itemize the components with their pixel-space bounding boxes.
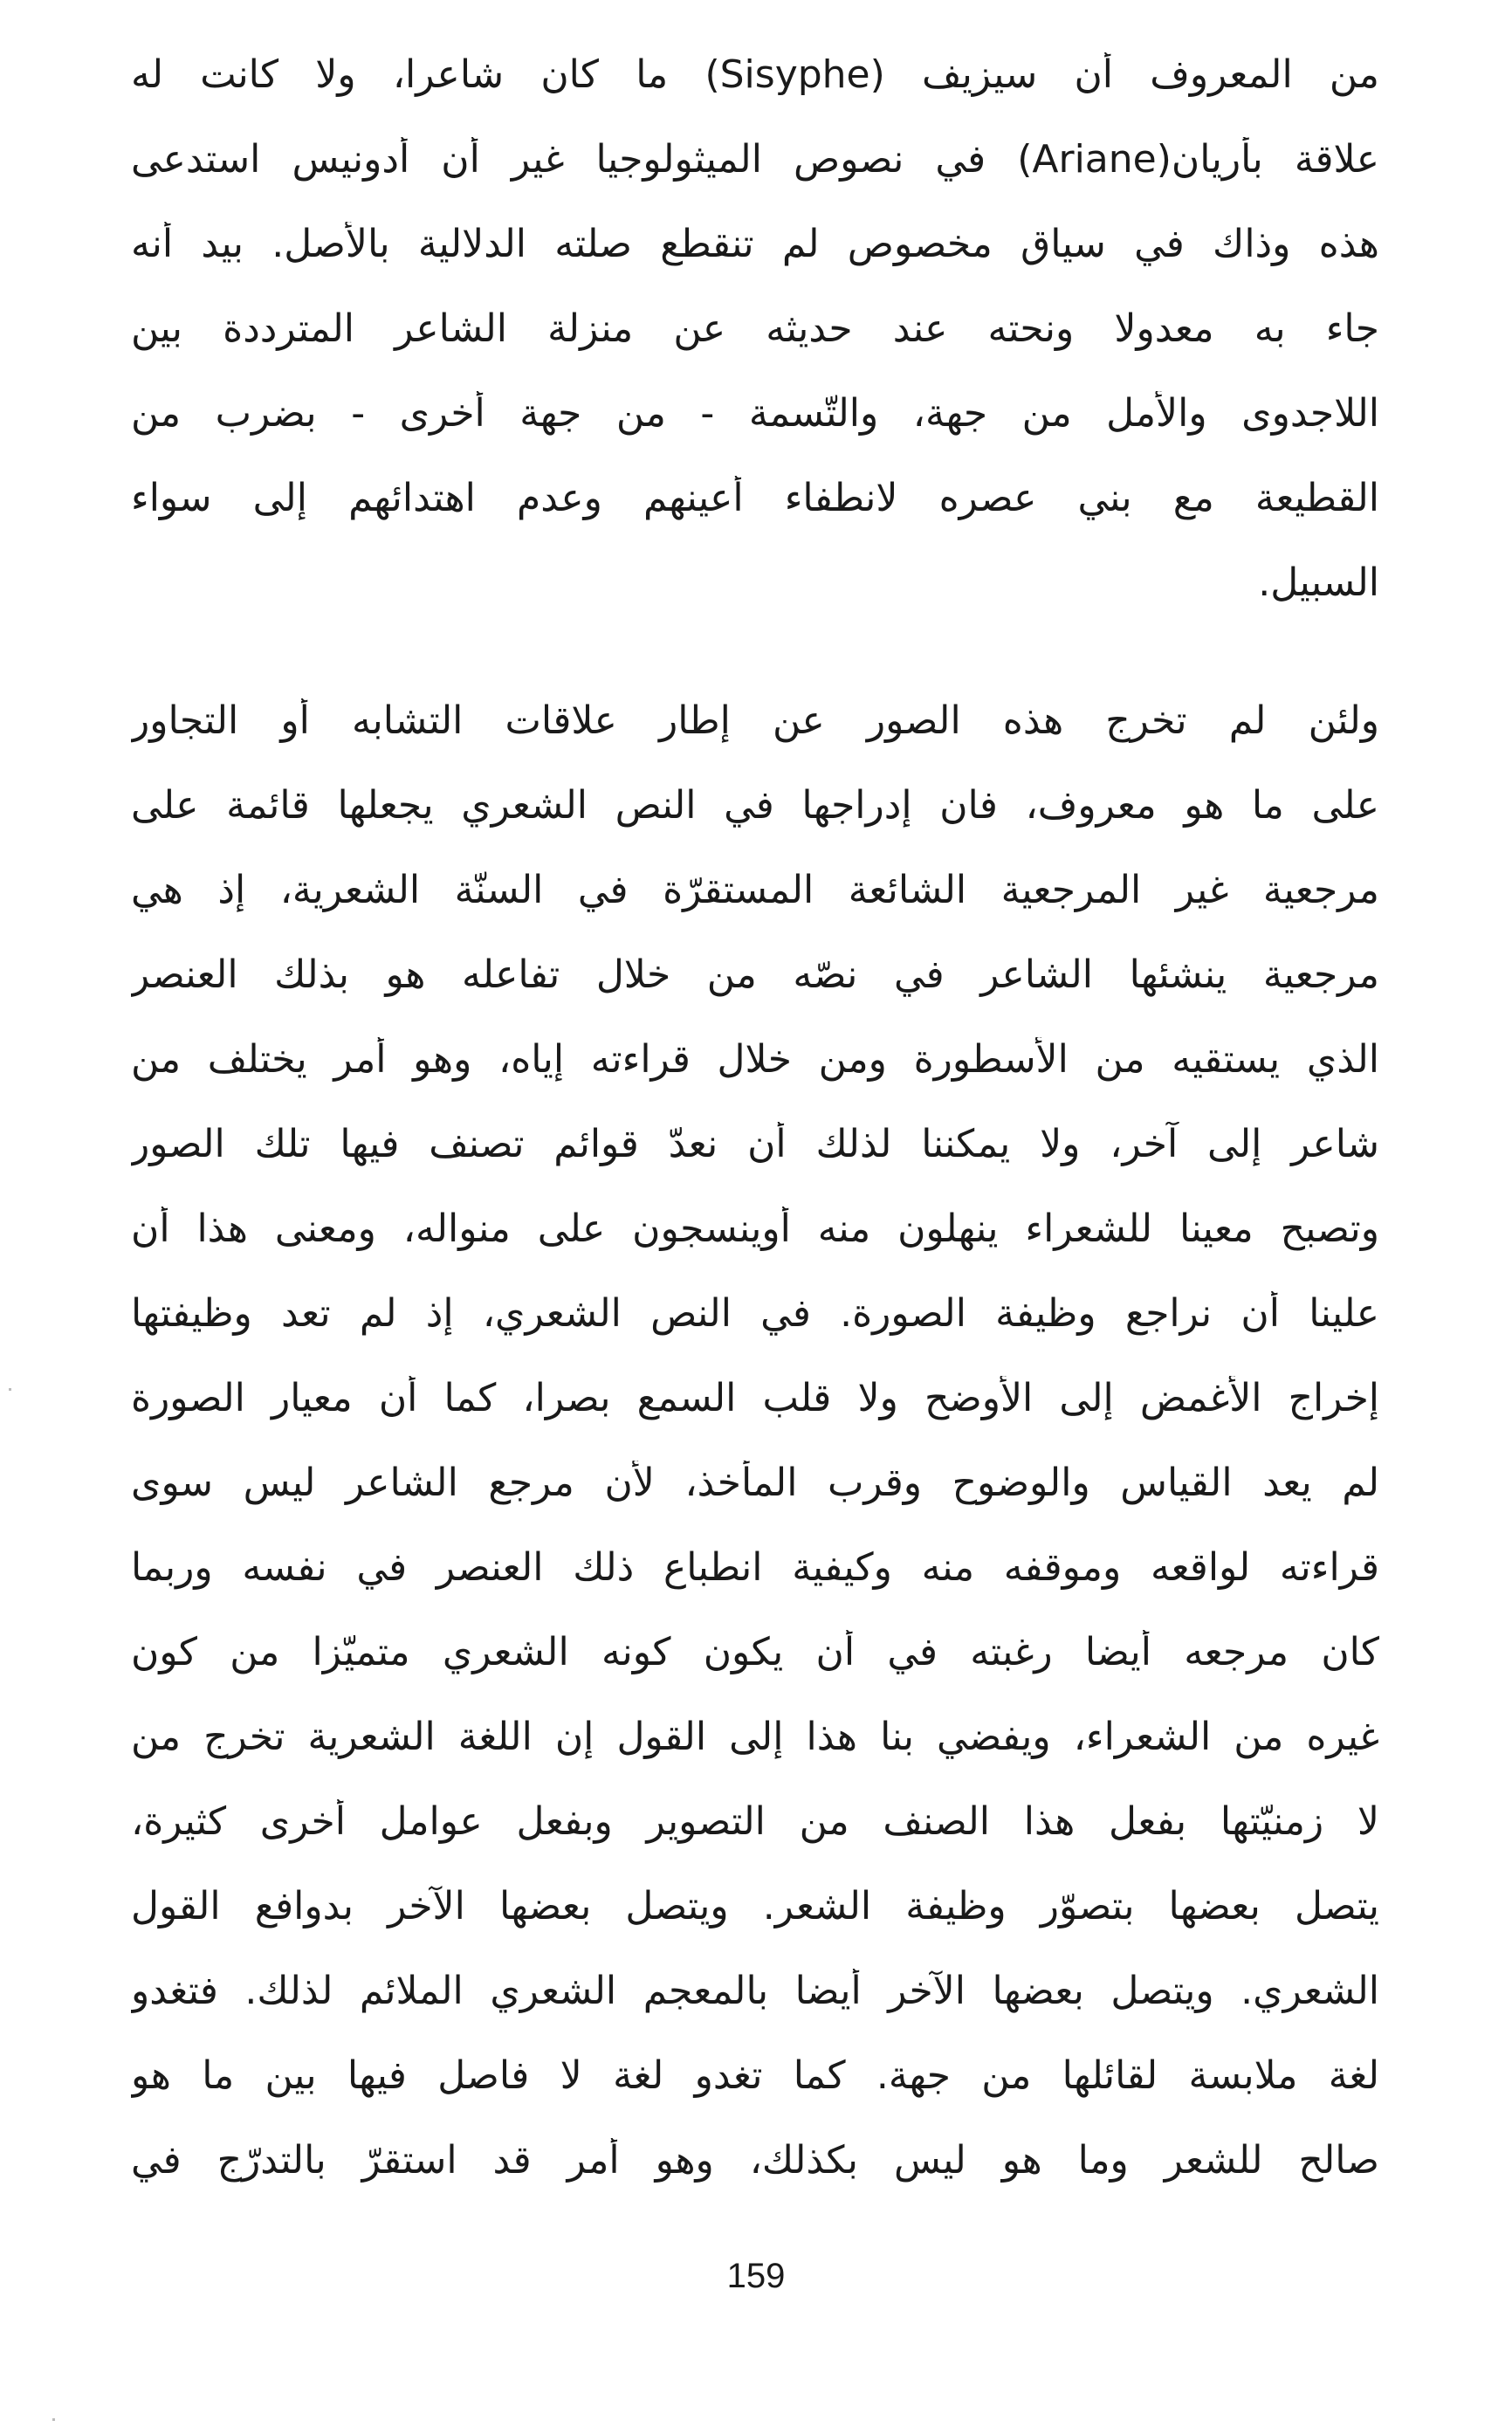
text-line: علاقة بأريان(Ariane) في نصوص الميثولوجيا غير أن أدونيس استدعى	[131, 137, 1379, 182]
text-line: علينا أن نراجع وظيفة الصورة. في النص الشعري، إذ لم تعد وظيفتها	[131, 1291, 1379, 1336]
text-line: غيره من الشعراء، ويفضي بنا هذا إلى القول إن اللغة الشعرية تخرج من	[131, 1715, 1379, 1759]
text-line: الشعري. ويتصل بعضها الآخر أيضا بالمعجم الشعري الملائم لذلك. فتغدو	[131, 1969, 1379, 2013]
text-line: لغة ملابسة لقائلها من جهة. كما تغدو لغة لا فاصل فيها بين ما هو	[131, 2053, 1379, 2098]
text-line: لم يعد القياس والوضوح وقرب المأخذ، لأن مرجع الشاعر ليس سوى	[131, 1461, 1379, 1505]
text-line: الذي يستقيه من الأسطورة ومن خلال قراءته إياه، وهو أمر يختلف من	[131, 1037, 1379, 1082]
paragraph-2	[131, 698, 1379, 2223]
paragraph-1	[131, 52, 1379, 645]
text-line: مرجعية غير المرجعية الشائعة المستقرّة في السنّة الشعرية، إذ هي	[131, 868, 1379, 912]
text-line: ولئن لم تخرج هذه الصور عن إطار علاقات التشابه أو التجاور	[131, 698, 1379, 743]
text-line: يتصل بعضها بتصوّر وظيفة الشعر. ويتصل بعضها الآخر بدوافع القول	[131, 1884, 1379, 1929]
text-line: القطيعة مع بني عصره لانطفاء أعينهم وعدم اهتدائهم إلى سواء	[131, 476, 1379, 520]
text-line: اللاجدوى والأمل من جهة، والتّسمة - من جهة أخرى - بضرب من	[131, 391, 1379, 436]
text-line: صالح للشعر وما هو ليس بكذلك، وهو أمر قد استقرّ بالتدرّج في	[131, 2138, 1379, 2183]
text-line: مرجعية ينشئها الشاعر في نصّه من خلال تفاعله هو بذلك العنصر	[131, 952, 1379, 997]
text-line: شاعر إلى آخر، ولا يمكننا لذلك أن نعدّ قوائم تصنف فيها تلك الصور	[131, 1122, 1379, 1166]
text-line: لا زمنيّتها بفعل هذا الصنف من التصوير وبفعل عوامل أخرى كثيرة،	[131, 1799, 1379, 1844]
text-line: كان مرجعه أيضا رغبته في أن يكون كونه الشعري متميّزا من كون	[131, 1630, 1379, 1674]
text-line: السبيل.	[1258, 560, 1379, 605]
text-line: هذه وذاك في سياق مخصوص لم تنقطع صلته الدلالية بالأصل. بيد أنه	[131, 222, 1379, 266]
text-line: إخراج الأغمض إلى الأوضح ولا قلب السمع بصرا، كما أن معيار الصورة	[131, 1376, 1379, 1420]
scan-speck	[52, 2418, 55, 2421]
page-number: 159	[726, 2257, 786, 2295]
text-line: جاء به معدولا ونحته عند حديثه عن منزلة الشاعر المترددة بين	[131, 306, 1379, 351]
text-line: على ما هو معروف، فان إدراجها في النص الشعري يجعلها قائمة على	[131, 783, 1379, 828]
text-line: من المعروف أن سيزيف (Sisyphe) ما كان شاعرا، ولا كانت له	[131, 52, 1379, 97]
scan-speck	[9, 1388, 11, 1391]
text-line: قراءته لواقعه وموقفه منه وكيفية انطباع ذلك العنصر في نفسه وربما	[131, 1545, 1379, 1590]
text-line: وتصبح معينا للشعراء ينهلون منه أوينسجون على منواله، ومعنى هذا أن	[131, 1207, 1379, 1251]
